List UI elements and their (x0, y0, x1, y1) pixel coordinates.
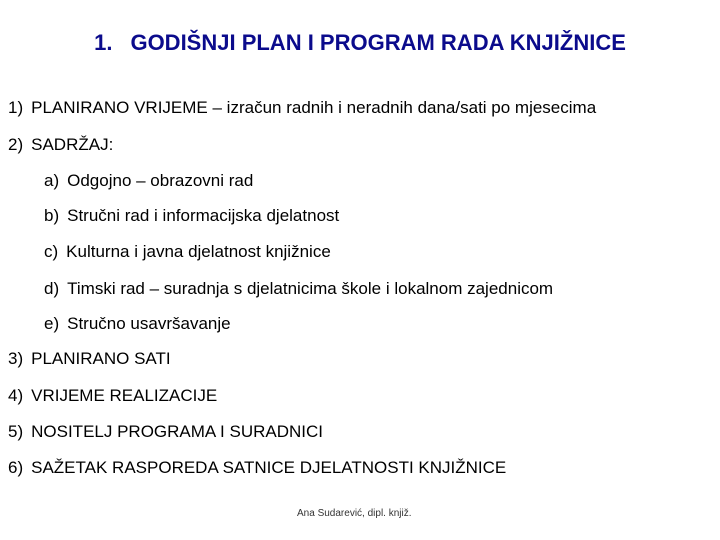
list-item-5 (8, 422, 323, 442)
page-title (0, 30, 720, 56)
list-item-1 (8, 98, 596, 118)
list-marker: 6) (8, 458, 24, 477)
sub-item-a (44, 171, 253, 191)
list-marker: 1) (8, 98, 24, 117)
list-item-text: Kulturna i javna djelatnost knjižnice (66, 242, 331, 261)
list-item-text: Odgojno – obrazovni rad (67, 171, 254, 190)
sub-item-e (44, 314, 231, 334)
list-item-text: SAŽETAK RASPOREDA SATNICE DJELATNOSTI KNJIŽNICE (31, 458, 507, 477)
list-item-text: SADRŽAJ: (31, 135, 114, 154)
list-item-text: VRIJEME REALIZACIJE (31, 386, 218, 405)
list-marker: c) (44, 242, 59, 261)
list-item-text: PLANIRANO VRIJEME – izračun radnih i neradnih dana/sati po mjesecima (31, 98, 597, 117)
list-marker: d) (44, 279, 60, 298)
title-text: GODIŠNJI PLAN I PROGRAM RADA KNJIŽNICE (130, 30, 626, 55)
list-item-6 (8, 458, 506, 478)
list-marker: 2) (8, 135, 24, 154)
list-item-3 (8, 349, 171, 369)
author-footer: Ana Sudarević, dipl. knjiž. (297, 508, 412, 519)
list-marker: 5) (8, 422, 24, 441)
title-number: 1. (94, 30, 113, 55)
list-item-text: Stručni rad i informacijska djelatnost (67, 206, 340, 225)
list-item-text: PLANIRANO SATI (31, 349, 171, 368)
list-marker: b) (44, 206, 60, 225)
sub-item-b (44, 206, 339, 226)
list-marker: e) (44, 314, 60, 333)
list-item-text: NOSITELJ PROGRAMA I SURADNICI (31, 422, 324, 441)
list-marker: a) (44, 171, 60, 190)
list-item-2 (8, 135, 113, 155)
list-marker: 4) (8, 386, 24, 405)
list-item-text: Stručno usavršavanje (67, 314, 231, 333)
list-marker: 3) (8, 349, 24, 368)
list-item-text: Timski rad – suradnja s djelatnicima škole i lokalnom zajednicom (67, 279, 554, 298)
list-item-4 (8, 386, 217, 406)
sub-item-c (44, 242, 331, 262)
sub-item-d (44, 279, 553, 299)
